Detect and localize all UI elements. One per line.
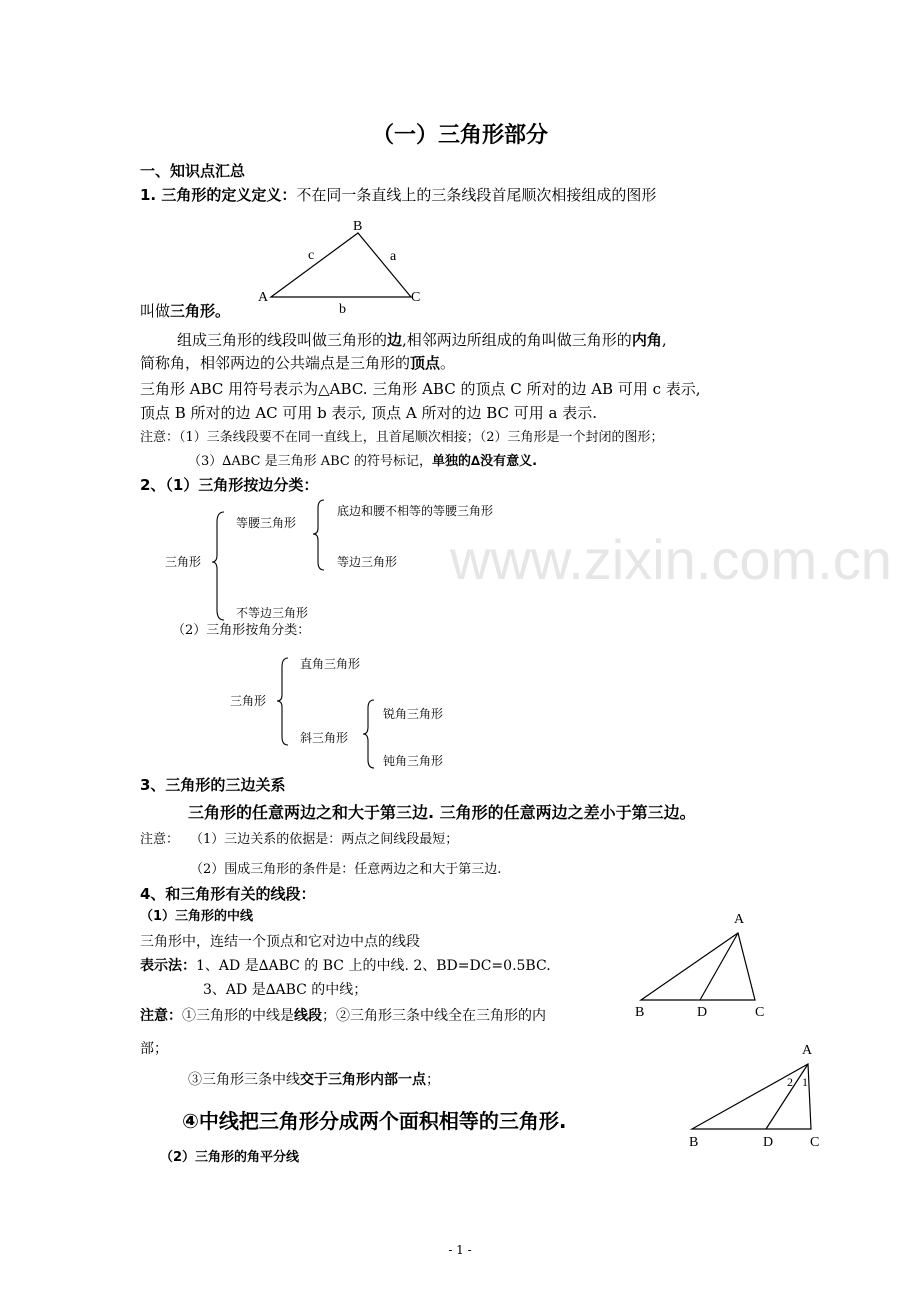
median-figure-2 [692,1064,811,1129]
p2a: 简称角，相邻两边的公共端点是三角形的 [140,354,411,372]
s3-note-1: （1）三边关系的依据是：两点之间线段最短； [190,832,459,847]
p1d: 内角 [631,331,662,349]
m-note-c: ；②三角形三条中线全在三角形的内 [322,1008,546,1024]
section1-heading: 一、知识点汇总 [140,162,246,180]
s3-note-label: 注意： [140,832,180,847]
median-definition: 三角形中，连结一个顶点和它对边中点的线段 [140,934,420,950]
section3-heading: 3、三角形的三边关系 [140,776,286,794]
definition-text: 不在同一条直线上的三条线段首尾顺次相接组成的图形 [296,186,657,204]
triangle-abc-figure [271,233,411,297]
p1a: 组成三角形的线段叫做三角形的 [177,331,388,349]
fig2-label-A: A [802,1043,813,1058]
definition-end-bold: 三角形。 [170,302,231,320]
tree-root-sides: 三角形 [165,555,202,569]
section4-heading: 4、和三角形有关的线段： [140,885,316,903]
fig2-angle-2: 2 [787,1075,793,1089]
m-note-a: ①三角形的中线是 [182,1008,294,1024]
fig1-label-D: D [697,1005,708,1020]
note-line-2 [188,455,537,468]
paragraph-line-3: 三角形 ABC 用符号表示为△ABC. 三角形 ABC 的顶点 C 所对的边 AB 可用 c 表示, [140,380,701,398]
median-note-cont: 部； [140,1041,168,1057]
tree-root-angles: 三角形 [230,694,267,708]
p2b: 顶点 [410,354,441,372]
n2b: 单独的∆没有意义. [432,454,538,469]
watermark: www.zixin.com.cn [450,528,892,591]
note-line-1: 注意：（1）三条线段要不在同一直线上，且首尾顺次相接；（2）三角形是一个封闭的图形； [140,430,664,445]
m-note3-c: ； [426,1072,440,1088]
tree-scalene: 不等边三角形 [236,606,309,620]
fig1-label-C: C [755,1005,765,1020]
fig2-label-C: C [810,1135,820,1150]
fig-label-c: c [308,248,315,263]
fig2-angle-1: 1 [802,1075,808,1089]
tree-equilateral: 等边三角形 [337,555,398,569]
m-note3-a: ③三角形三条中线 [188,1072,300,1088]
p1b: 边 [387,331,403,349]
fig-label-a: a [390,249,397,264]
tree-isosceles: 等腰三角形 [236,516,297,530]
median-note-4: ④中线把三角形分成两个面积相等的三角形. [182,1109,567,1133]
fig2-label-D: D [763,1135,774,1150]
page-number: - 1 - [448,1243,472,1257]
m-note-b: 线段 [294,1008,322,1024]
bisector-subheading: （2）三角形的角平分线 [160,1150,300,1165]
definition-end [140,304,230,319]
s3-note-2: （2）围成三角形的条件是：任意两边之和大于第三边. [190,862,502,877]
p1c: ,相邻两边所组成的角叫做三角形的 [402,331,632,349]
paragraph-line-4: 顶点 B 所对的边 AC 可用 b 表示, 顶点 A 所对的边 BC 可用 a 表示. [140,404,598,422]
tree-oblique: 斜三角形 [300,731,349,745]
p1e: , [661,331,667,349]
median-figure-1 [641,933,755,1000]
median-subheading: （1）三角形的中线 [140,909,254,924]
fig-label-C: C [411,290,421,305]
definition-end-prefix: 叫做 [140,302,171,320]
section2-heading: 2、（1）三角形按边分类： [140,476,319,494]
fig1-label-A: A [734,912,745,927]
paragraph-line-1 [177,333,667,348]
tree-obtuse: 钝角三角形 [383,754,444,768]
notation-line-1 [140,959,551,973]
triangle-inequality-rule: 三角形的任意两边之和大于第三边. 三角形的任意两边之差小于第三边。 [188,803,696,822]
n2a: （3）∆ABC 是三角形 ABC 的符号标记， [188,454,433,469]
fig-label-A: A [258,290,269,305]
median-note-3 [188,1073,440,1087]
angle-class-heading: （2）三角形按角分类： [172,623,311,638]
notation-line-2: 3、AD 是∆ABC 的中线； [203,982,368,998]
fig-label-B: B [353,219,363,234]
p2c: 。 [440,354,456,372]
notation-label: 表示法： [140,958,196,974]
m-note3-b: 交于三角形内部一点 [300,1072,426,1088]
fig2-label-B: B [689,1135,699,1150]
definition-label: 1. 三角形的定义定义： [140,186,297,204]
notation-1: 1、AD 是∆ABC 的 BC 上的中线. 2、BD=DC=0.5BC. [196,958,551,974]
fig1-label-B: B [635,1005,645,1020]
fig-label-b: b [339,302,346,317]
tree-right: 直角三角形 [300,657,361,671]
tree-acute: 锐角三角形 [383,707,444,721]
paragraph-line-2 [140,356,455,371]
tree-iso-non-equal: 底边和腰不相等的等腰三角形 [337,504,494,518]
page-title: （一）三角形部分 [371,123,548,148]
median-note-line [140,1009,546,1023]
m-note-label: 注意： [140,1008,182,1024]
